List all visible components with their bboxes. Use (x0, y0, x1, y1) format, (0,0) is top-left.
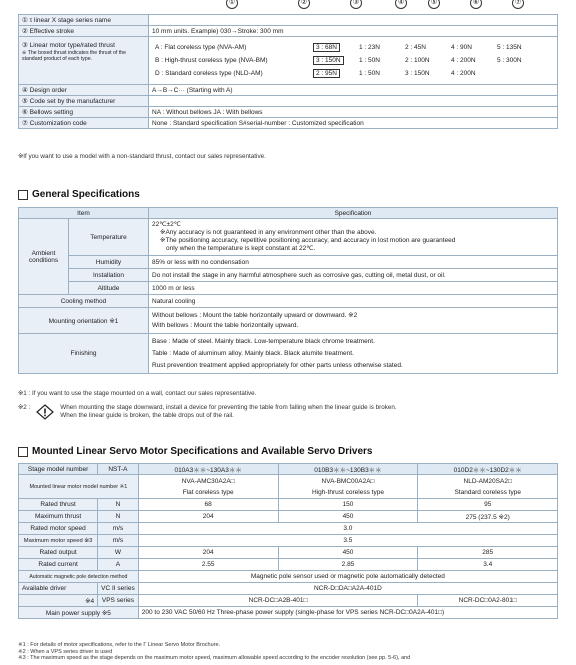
motor-type-name: D : Standard coreless type (NLD-AM) (155, 70, 263, 77)
motor-type: Flat coreless type (182, 488, 234, 496)
motor-type-line (155, 41, 551, 54)
servo-footnote: ※1 : For details of motor specifications, refer to the Γ Linear Servo Motor Brochure. (18, 642, 221, 648)
row-unit: N (98, 499, 139, 511)
row-label: Maximum thrust (19, 511, 98, 523)
motor-type-options (149, 37, 558, 85)
row-value: 2.55 (138, 559, 278, 571)
mounting-label: Mounting orientation ※1 (19, 308, 149, 334)
motor-type-label: ③ Linear motor type/rated thrust (22, 42, 115, 49)
naming-label: ⑦ Customization code (19, 118, 149, 129)
naming-note: ※If you want to use a model with a non-standard thrust, contact our sales representative. (18, 153, 266, 160)
thrust-option: 4 : 200N (451, 70, 476, 77)
servo-spec-title: Mounted Linear Servo Motor Specifications and Available Servo Drivers (32, 446, 373, 457)
naming-value (149, 96, 558, 107)
finishing-line: Table : Made of aluminum alloy. Mainly black. Black alumite treatment. (152, 349, 354, 357)
spec-row-rated-output (19, 547, 558, 559)
spec-row-vps (19, 595, 558, 607)
motor-type-line (155, 67, 551, 80)
general-spec-heading (18, 189, 140, 200)
motor-type: High-thrust coreless type (312, 488, 384, 496)
humidity-label: Humidity (69, 256, 149, 269)
marker-1: ① (226, 0, 238, 9)
row-value: 95 (418, 499, 558, 511)
standard-thrust: 2 : 95N (313, 69, 340, 78)
naming-row (19, 118, 558, 129)
thrust-option: 2 : 100N (405, 57, 430, 64)
ambient-label: Ambient conditions (19, 219, 69, 295)
row-unit: N (98, 511, 139, 523)
row-value: 200 to 230 VAC 50/60 Hz Three-phase power supply (single-phase for VPS series NCR-DC□0A2A-401□) (138, 607, 557, 619)
marker-7: ⑦ (512, 0, 524, 9)
motor-model-number: NVA-AMC30A2A□ (181, 477, 235, 485)
segment-markers (0, 0, 576, 10)
finishing-line: Rust prevention treatment applied appropriately for other parts unless otherwise stated. (152, 361, 403, 369)
naming-value: None : Standard specification S#serial-number : Customized specification (149, 118, 558, 129)
temp-line: ※The positioning accuracy, repetitive positioning accuracy, and accuracy in lost motion are guaranteed (160, 237, 456, 244)
thrust-option: 3 : 150N (405, 70, 430, 77)
motor-type-sublabel: ※ The boxed thrust indicates the thrust of the standard product of each type. (22, 50, 127, 62)
naming-value: NA : Without bellows JA : With bellows (149, 107, 558, 118)
note2-prefix: ※2 : (18, 404, 31, 411)
spec-row-pole-detection (19, 571, 558, 583)
spec-row-max-speed (19, 535, 558, 547)
thrust-option: 1 : 23N (359, 44, 380, 51)
naming-label: ⑤ Code set by the manufacturer (19, 96, 149, 107)
temp-line: ※Any accuracy is not guaranteed in any environment other than the above. (160, 229, 377, 236)
col-specification: Specification (149, 208, 558, 219)
thrust-option: 4 : 90N (451, 44, 472, 51)
row-unit: A (98, 559, 139, 571)
note2-line: When the linear guide is broken, the table drops out of the rail. (60, 412, 234, 419)
motor-type-name: A : Flat coreless type (NVA-AM) (155, 44, 247, 51)
row-value: 3.0 (138, 523, 557, 535)
standard-thrust: 3 : 68N (313, 43, 340, 52)
naming-row (19, 26, 558, 37)
naming-row (19, 107, 558, 118)
temp-line: 22℃±2℃ (152, 221, 182, 228)
row-value: 3.4 (418, 559, 558, 571)
row-value: 450 (278, 511, 418, 523)
motor-model-b (278, 475, 418, 499)
temp-line: only when the temperature is kept constant at 22℃. (166, 245, 316, 252)
thrust-option: 2 : 45N (405, 44, 426, 51)
row-label: Main power supply ※5 (19, 607, 139, 619)
naming-label: ④ Design order (19, 85, 149, 96)
naming-value: A→B→C··· (Starting with A) (149, 85, 558, 96)
motor-model-d (418, 475, 558, 499)
row-label: Automatic magnetic pole detection method (19, 571, 139, 583)
row-value: 68 (138, 499, 278, 511)
thrust-option: 5 : 135N (497, 44, 522, 51)
servo-spec-table (18, 463, 558, 619)
spec-row-vc2 (19, 583, 558, 595)
row-unit: W (98, 547, 139, 559)
row-value: 275 (237.5 ※2) (418, 511, 558, 523)
row-unit: m/s (98, 535, 139, 547)
row-value: 450 (278, 547, 418, 559)
vps-driver-value: NCR-DC□A2B-401□ (138, 595, 418, 607)
naming-row (19, 85, 558, 96)
spec-row-max-thrust (19, 511, 558, 523)
servo-footnote: ※2 : When a VPS series driver is used (18, 648, 113, 655)
col-item: Item (19, 208, 149, 219)
general-spec-table (18, 207, 558, 374)
model-b: 010B3＊＊~130B3＊＊ (278, 464, 418, 475)
humidity-value: 85% or less with no condensation (149, 256, 558, 269)
caution-diamond-icon (36, 404, 54, 420)
naming-label: ⑥ Bellows setting (19, 107, 149, 118)
spec-row-rated-thrust (19, 499, 558, 511)
mounting-line: With bellows : Mount the table horizontally upward. (152, 321, 299, 329)
motor-type-name: B : High-thrust coreless type (NVA-BM) (155, 57, 268, 64)
marker-2: ② (298, 0, 310, 9)
motor-model-number: NVA-BMC00A2A□ (321, 477, 375, 485)
naming-row (19, 96, 558, 107)
row-label: Rated current (19, 559, 98, 571)
note2-text (60, 404, 396, 420)
row-label: Rated thrust (19, 499, 98, 511)
row-label: Rated output (19, 547, 98, 559)
row-value: 150 (278, 499, 418, 511)
general-spec-title: General Specifications (32, 189, 140, 200)
motor-model-number: NLD-AM20SA2□ (463, 477, 512, 485)
available-driver-label: Available driver (19, 583, 98, 595)
vc2-series-label: VC II series (98, 583, 139, 595)
vc2-driver-value: NCR-D□DA□A2A-401D (138, 583, 557, 595)
row-value: 204 (138, 547, 278, 559)
model-naming-table (18, 14, 558, 129)
motor-model-a (138, 475, 278, 499)
motor-type-row (19, 37, 558, 85)
vps-note: ※4 (19, 595, 98, 607)
naming-value (149, 15, 558, 26)
servo-spec-heading (18, 446, 372, 457)
marker-3: ③ (350, 0, 362, 9)
model-d: 010D2＊＊~130D2＊＊ (418, 464, 558, 475)
thrust-option: 4 : 200N (451, 57, 476, 64)
servo-footnote: ※3 : The maximum speed as the stage depends on the maximum motor speed, maximum allowable speed according to the encoder resolution (see pp. 5-6), and (18, 655, 411, 661)
naming-value: 10 mm units. Example) 030→Stroke: 300 mm (149, 26, 558, 37)
installation-label: Installation (69, 269, 149, 282)
altitude-label: Altitude (69, 282, 149, 295)
naming-label: ① τ linear X stage series name (19, 15, 149, 26)
altitude-value: 1000 m or less (149, 282, 558, 295)
thrust-option: 1 : 50N (359, 70, 380, 77)
motor-type-line (155, 54, 551, 67)
row-label: Maximum motor speed ※3 (19, 535, 98, 547)
col-nst-a: NST-A (98, 464, 139, 475)
note2-line: When mounting the stage downward, install a device for preventing the table from falling when the linear guide is broken. (60, 404, 397, 411)
temperature-label: Temperature (69, 219, 149, 256)
finishing-label: Finishing (19, 334, 149, 374)
marker-4: ④ (395, 0, 407, 9)
thrust-option: 1 : 50N (359, 57, 380, 64)
naming-label: ② Effective stroke (19, 26, 149, 37)
vps-series-label: VPS series (98, 595, 139, 607)
finishing-value (149, 334, 558, 374)
naming-row (19, 15, 558, 26)
row-unit: m/s (98, 523, 139, 535)
section-square-icon (18, 190, 28, 200)
motor-model-label: Mounted linear motor model number ※1 (19, 475, 139, 499)
mounting-line: Without bellows : Mount the table horizontally upward or downward. ※2 (152, 311, 358, 319)
thrust-option: 5 : 300N (497, 57, 522, 64)
standard-thrust: 3 : 150N (313, 56, 344, 65)
spec-row-power (19, 607, 558, 619)
model-a: 010A3＊＊~130A3＊＊ (138, 464, 278, 475)
cooling-label: Cooling method (19, 295, 149, 308)
section-square-icon (18, 447, 28, 457)
spec-row-rated-current (19, 559, 558, 571)
finishing-line: Base : Made of steel. Mainly black. Low-temperature black chrome treatment. (152, 337, 375, 345)
temperature-value (149, 219, 558, 256)
row-value: 285 (418, 547, 558, 559)
motor-type-label-cell (19, 37, 149, 85)
cooling-value: Natural cooling (149, 295, 558, 308)
marker-6: ⑥ (470, 0, 482, 9)
motor-type: Standard coreless type (454, 488, 521, 496)
spec-row-rated-speed (19, 523, 558, 535)
vps-driver-value: NCR-DC□0A2-801□ (418, 595, 558, 607)
general-note-1: ※1 : If you want to use the stage mounted on a wall, contact our sales representative. (18, 390, 257, 397)
installation-value: Do not install the stage in any harmful atmosphere such as corrosive gas, cutting oil, metal dust, or oil. (149, 269, 558, 282)
col-stage-model: Stage model number (19, 464, 98, 475)
mounting-value (149, 308, 558, 334)
row-label: Rated motor speed (19, 523, 98, 535)
row-value: 204 (138, 511, 278, 523)
servo-footnotes (18, 642, 410, 662)
marker-5: ⑤ (428, 0, 440, 9)
general-note-2 (18, 404, 397, 420)
row-value: 3.5 (138, 535, 557, 547)
row-value: 2.85 (278, 559, 418, 571)
row-value: Magnetic pole sensor used or magnetic pole automatically detected (138, 571, 557, 583)
